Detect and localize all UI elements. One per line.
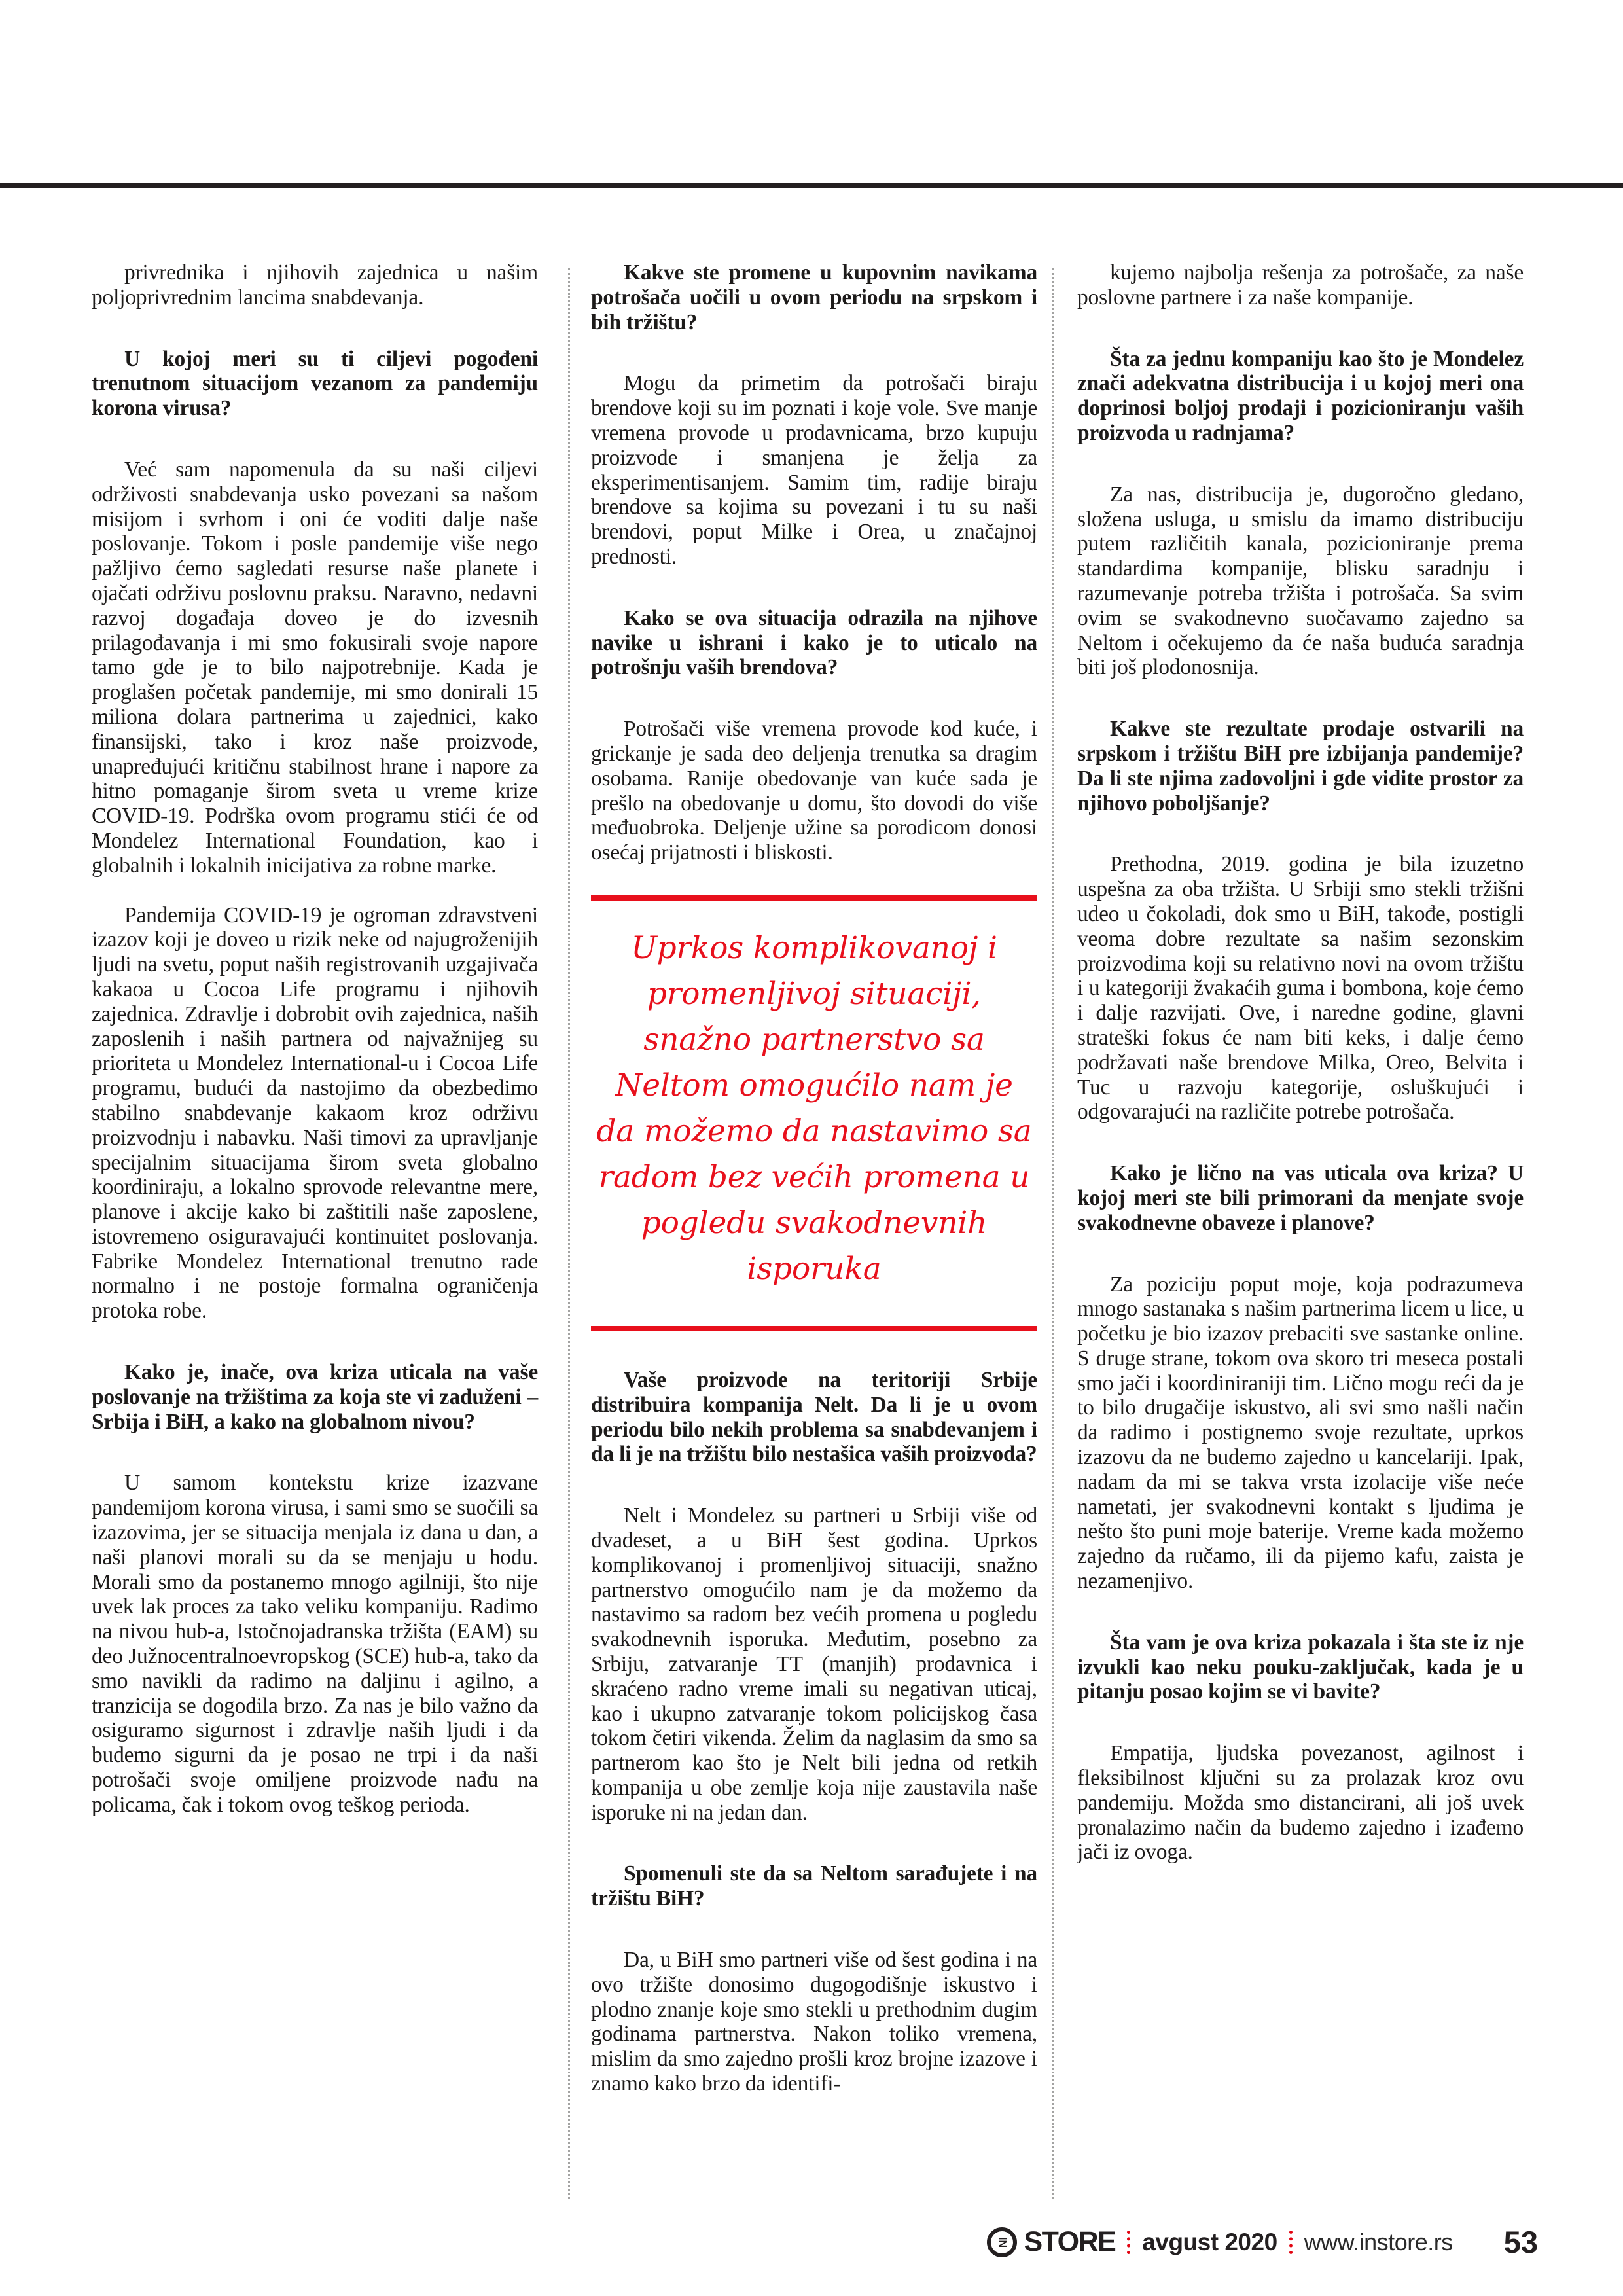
paragraph: Pandemija COVID-19 je ogroman zdravstveni izazov koji je doveo u rizik neke od najugroženijih ljudi na svetu, poput naših registrovanih uzgajivača kakaoa u Cocoa Life programu i njihovih zajednica. Zdravlje i dobrobit ovih zajednica, naših zaposlenih i naših partnera od najvažnijeg su prioriteta u Mondelez International-u i Cocoa Life programu, budući da nastojimo da obezbedimo stabilno snabdevanje kakaom kroz održivu proizvodnju i nabavku. Naši timovi za upravljanje specijalnim situacijama širom sveta globalno koordiniraju, a lokalno sprovode relevantne mere, planove i akcije kako bi zaštitili naše zaposlene, istovremeno osiguravajući kontinuitet poslovanja. Fabrike Mondelez International trenutno rade normalno i ne postoje formalna ograničenja protoka robe. xyxy=(92,903,538,1323)
column-separator xyxy=(1052,268,1054,2199)
paragraph: Potrošači više vremena provode kod kuće, i grickanje je sada deo deljenja trenutka sa dragim osobama. Ranije obedovanje van kuće sada je prešlo na obedovanje u domu, što dovodi do više međuobroka. Deljenje užine sa porodicom donosi osećaj prijatnosti i bliskosti. xyxy=(591,717,1037,865)
page-number: 53 xyxy=(1503,2225,1538,2259)
paragraph: Prethodna, 2019. godina je bila izuzetno uspešna za oba tržišta. U Srbiji smo stekli tržišni udeo u čokoladi, dok smo u BiH, takođe, postigli veoma dobre rezultate sa našim sezonskim proizvodima koji su relativno novi na ovom tržištu i u kategoriji žvakaćih guma i bombona, koje ćemo i dalje razvijati. Ove, i naredne godine, glavni strateški fokus će nam biti keks, i dalje ćemo podržavati naše brendove Milka, Oreo, Belvita i Tuc u razvoju kategorije, osluškujući i odgovarajući na različite potrebe potrošača. xyxy=(1077,852,1524,1124)
interview-question: Kako se ova situacija odrazila na njihove navike u ishrani i kako je to uticalo na potrošnju vaših brendova? xyxy=(591,605,1037,680)
article-column-2 xyxy=(591,260,1037,2096)
article-column-1 xyxy=(92,260,538,1818)
interview-question: Vaše proizvode na teritoriji Srbije distribuira kompanija Nelt. Da li je u ovom periodu bilo nekih problema sa snabdevanjem i da li je na tržištu bilo nestašica vaših proizvoda? xyxy=(591,1367,1037,1467)
footer-dotted-separator xyxy=(1289,2231,1293,2254)
interview-question: Kako je, inače, ova kriza uticala na vaše poslovanje na tržištima za koja ste vi zaduženi – Srbija i BiH, a kako na globalnom nivou? xyxy=(92,1360,538,1434)
paragraph: kujemo najbolja rešenja za potrošače, za naše poslovne partnere i za naše kompanije. xyxy=(1077,260,1524,310)
paragraph: U samom kontekstu krize izazvane pandemijom korona virusa, i sami smo se suočili sa izazovima, jer se situacija menjala iz dana u dan, a naši planovi morali su da se menjaju u hodu. Morali smo da postanemo mnogo agilniji, što nije uvek lak proces za tako veliku kompaniju. Radimo na nivou hub-a, Istočnojadranska tržišta (EAM) su deo Južnocentralnoevropskog (SCE) hub-a, tako da smo navikli da radimo na daljinu i agilno, a tranzicija se dogodila brzo. Za nas je bilo važno da osiguramo sigurnost i zdravlje naših ljudi i da budemo sigurni da je posao ne trpi i da naši potrošači svoje omiljene proizvode nađu na policama, čak i tokom ovog teškog perioda. xyxy=(92,1471,538,1817)
paragraph: Da, u BiH smo partneri više od šest godina i na ovo tržište donosimo dugogodišnje iskustvo i plodno znanje koje smo stekli u prethodnim dugim godinama partnerstva. Nakon toliko vremena, mislim da smo zajedno prošli kroz brojne izazove i znamo kako brzo da identifi- xyxy=(591,1948,1037,2096)
website-url: www.instore.rs xyxy=(1304,2228,1453,2255)
interview-question: Spomenuli ste da sa Neltom sarađujete i na tržištu BiH? xyxy=(591,1861,1037,1911)
interview-question: Kakve ste rezultate prodaje ostvarili na srpskom i tržištu BiH pre izbijanja pandemije? Da li ste njima zadovoljni i gde vidite prostor za njihovo poboljšanje? xyxy=(1077,717,1524,816)
paragraph: privrednika i njihovih zajednica u našim poljoprivrednim lancima snabdevanja. xyxy=(92,260,538,310)
page-footer xyxy=(987,2224,1538,2260)
interview-question: Kako je lično na vas uticala ova kriza? U kojoj meri ste bili primorani da menjate svoje svakodnevne obaveze i planove? xyxy=(1077,1161,1524,1235)
pull-quote xyxy=(591,895,1037,1331)
footer-dotted-separator xyxy=(1127,2231,1130,2254)
interview-question: Šta vam je ova kriza pokazala i šta ste iz nje izvukli kao neku pouku-zaključak, kada je u pitanju posao kojim se vi bavite? xyxy=(1077,1630,1524,1704)
paragraph: Mogu da primetim da potrošači biraju brendove koji su im poznati i koje vole. Sve manje vremena provode u prodavnicama, brzo kupuju proizvode i smanjena je želja za eksperimentisanjem. Samim tim, radije biraju brendove sa kojima su povezani i tu su naši brendovi, poput Milke i Orea, u značajnoj prednosti. xyxy=(591,371,1037,569)
interview-question: U kojoj meri su ti ciljevi pogođeni trenutnom situacijom vezanom za pandemiju korona virusa? xyxy=(92,346,538,421)
paragraph: Već sam napomenula da su naši ciljevi održivosti snabdevanja usko povezani sa našom misijom i svrhom i oni će voditi dalje naše poslovanje. Tokom i posle pandemije više nego pažljivo ćemo sagledati resurse naše planete i ojačati održivu poslovnu praksu. Naravno, nedavni razvoj događaja doveo je do izvesnih prilagođavanja i mi smo fokusirali svoje napore tamo gde je to bilo najpotrebnije. Kada je proglašen početak pandemije, mi smo donirali 15 miliona dolara partnerima u zajednici, kako finansijski, tako i kroz naše proizvode, unapređujući kritičnu stabilnost hrane i napore za hitno pomaganje širom sveta u vreme krize COVID-19. Podrška ovom programu stići će od Mondelez International Foundation, kao i globalnih i lokalnih inicijativa za robne marke. xyxy=(92,457,538,878)
page-top-rule xyxy=(0,183,1623,188)
paragraph: Empatija, ljudska povezanost, agilnost i fleksibilnost ključni su za prolazak kroz ovu pandemiju. Možda smo distancirani, ali još uvek pronalazimo način da budemo zajedno i izađemo jači iz ovoga. xyxy=(1077,1741,1524,1865)
column-separator xyxy=(568,268,570,2199)
magazine-brand: STORE xyxy=(1024,2226,1116,2257)
instore-logo-glyph: IN xyxy=(997,2236,1008,2248)
paragraph: Za poziciju poput moje, koja podrazumeva mnogo sastanaka s našim partnerima licem u lice, u početku je bio izazov prebaciti sve sastanke online. S druge strane, tokom ova skoro tri meseca postali smo jači i koordiniraniji tim. Lično mogu reći da je to bilo drugačije iskustvo, ali svi smo našli način da radimo i postignemo svoje rezultate, uprkos izazovu da ne budemo zajedno u kancelariji. Ipak, nadam da mi se takva vrsta izolacije više neće nametati, jer svakodnevni kontakt s ljudima je nešto što puni moje baterije. Vreme kada možemo zajedno da ručamo, ili da pijemo kafu, zaista je nezamenjivo. xyxy=(1077,1272,1524,1594)
interview-question: Kakve ste promene u kupovnim navikama potrošača uočili u ovom periodu na srpskom i bih tržištu? xyxy=(591,260,1037,334)
pull-quote-text: Uprkos komplikovanoj i promenljivoj situaciji, snažno partnerstvo sa Neltom omogućilo nam je da možemo da nastavimo sa radom bez većih promena u pogledu svakodnevnih isporuka xyxy=(596,929,1032,1287)
interview-question: Šta za jednu kompaniju kao što je Mondelez znači adekvatna distribucija i u kojoj meri ona doprinosi boljoj prodaji i pozicioniranju vaših proizvoda u radnjama? xyxy=(1077,346,1524,445)
paragraph: Nelt i Mondelez su partneri u Srbiji više od dvadeset, a u BiH šest godina. Uprkos komplikovanoj i promenljivoj situaciji, snažno partnerstvo omogućilo nam je da možemo da nastavimo sa radom bez većih promena u pogledu svakodnevnih isporuka. Međutim, posebno za Srbiju, zatvaranje TT (manjih) prodavnica i skraćeno radno vreme imali su negativan uticaj, kao i ukupno zatvaranje tokom policijskog časa tokom četiri vikenda. Želim da naglasim da smo sa partnerom kao što je Nelt bili jedna od retkih kompanija u obe zemlje koja nije zaustavila naše isporuke ni na jedan dan. xyxy=(591,1503,1037,1825)
article-column-3 xyxy=(1077,260,1524,1865)
instore-logo-icon xyxy=(987,2227,1017,2257)
paragraph: Za nas, distribucija je, dugoročno gledano, složena usluga, u smislu da imamo distribuciju putem različitih kanala, pozicioniranje prema standardima kompanije, blisku saradnju i razumevanje potreba tržišta i potrošača. Sa svim ovim se svakodnevno suočavamo zajedno sa Neltom i očekujemo da će naša buduća saradnja biti još plodonosnija. xyxy=(1077,482,1524,680)
issue-date: avgust 2020 xyxy=(1142,2228,1277,2255)
